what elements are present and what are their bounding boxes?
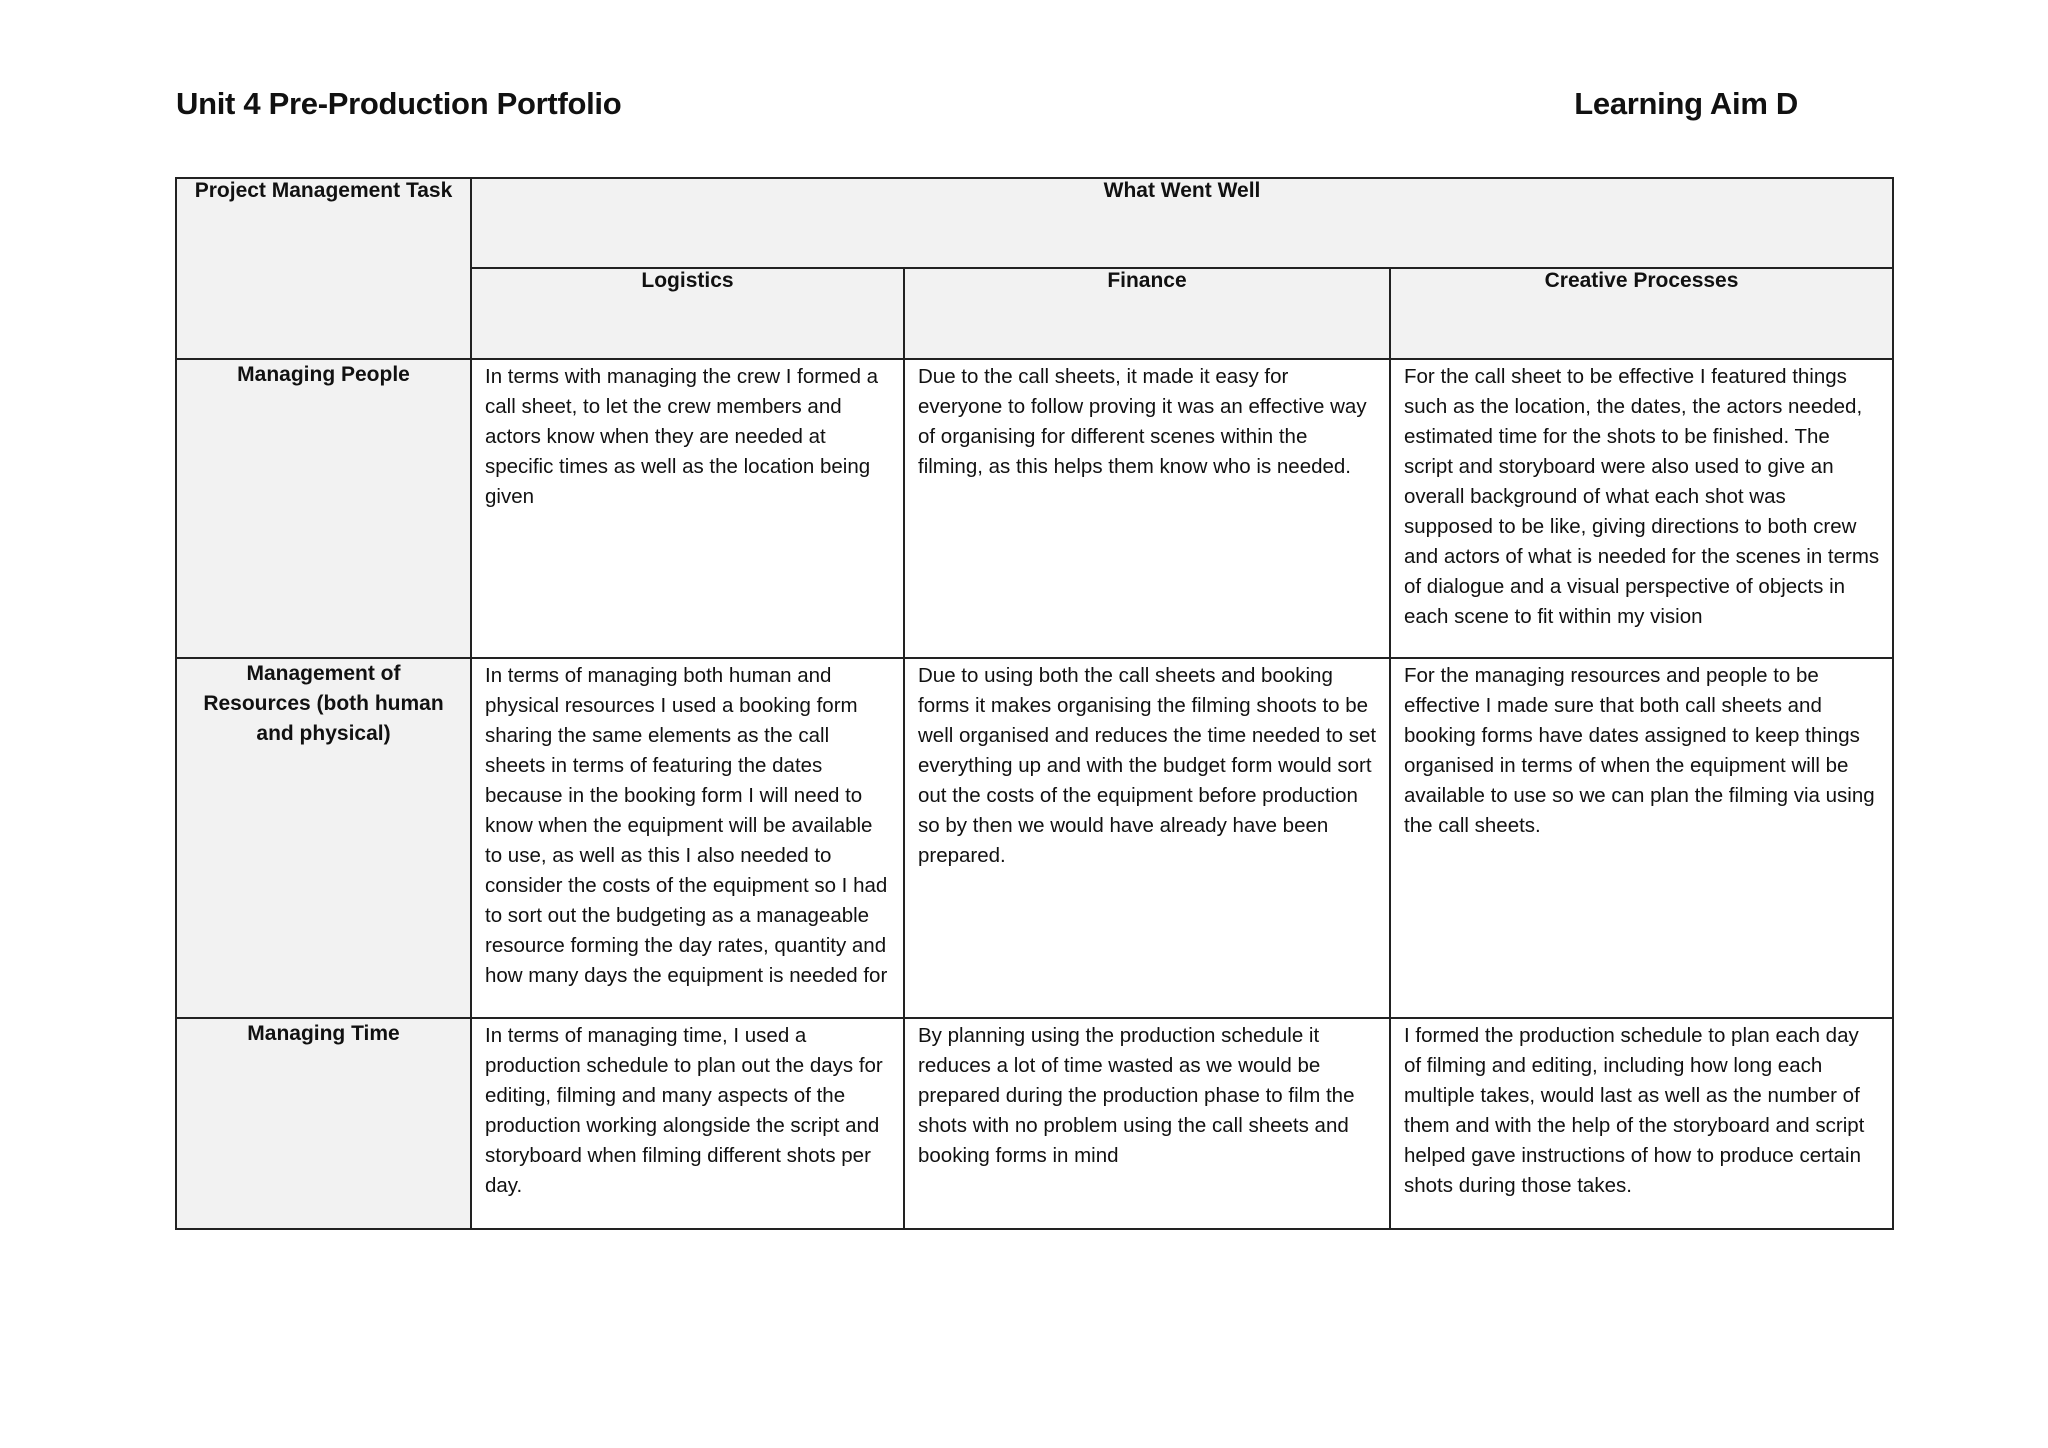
cell-resources-logistics <box>471 658 904 1018</box>
task-column-header: Project Management Task <box>176 178 471 359</box>
cell-text: In terms of managing both human and physical resources I used a booking form sharing the same elements as the call sheets in terms of featuring the dates because in the booking form I will need to know when the equipment will be available to use, as well as this I also needed to consider the costs of the equipment so I had to sort out the budgeting as a manageable resource forming the day rates, quantity and how many days the equipment is needed for <box>485 664 888 987</box>
cell-time-creative <box>1390 1018 1893 1229</box>
what-went-well-header: What Went Well <box>471 178 1893 268</box>
row-label-managing-time: Managing Time <box>176 1018 471 1229</box>
column-header-creative-processes: Creative Processes <box>1390 268 1893 359</box>
cell-text: Due to the call sheets, it made it easy for everyone to follow proving it was an effective way of organising for different scenes within the filming, as this helps them know who is needed. <box>918 365 1367 478</box>
cell-text: In terms of managing time, I used a production schedule to plan out the days for editing, filming and many aspects of the production working alongside the script and storyboard when filming different shots per day. <box>485 1024 883 1197</box>
cell-resources-creative <box>1390 658 1893 1018</box>
learning-aim-label: Learning Aim D <box>1574 86 1798 121</box>
column-header-logistics: Logistics <box>471 268 904 359</box>
cell-text: By planning using the production schedule it reduces a lot of time wasted as we would be prepared during the production phase to film the shots with no problem using the call sheets and booking forms in mind <box>918 1024 1355 1167</box>
cell-managing-people-finance <box>904 359 1390 658</box>
cell-managing-people-logistics <box>471 359 904 658</box>
cell-text: Due to using both the call sheets and booking forms it makes organising the filming shoots to be well organised and reduces the time needed to set everything up and with the budget form would sort out the costs of the equipment before production so by then we would have already have been prepared. <box>918 664 1377 867</box>
project-management-table <box>175 177 1894 1230</box>
row-label-text: Management of Resources (both human and physical) <box>203 662 444 745</box>
table-row <box>176 359 1893 658</box>
cell-managing-people-creative <box>1390 359 1893 658</box>
cell-text: In terms with managing the crew I formed a call sheet, to let the crew members and actors know when they are needed at specific times as well as the location being given <box>485 365 879 508</box>
table-header-row-group <box>176 178 1893 268</box>
document-title: Unit 4 Pre-Production Portfolio <box>176 86 622 121</box>
row-label-management-of-resources <box>176 658 471 1018</box>
cell-text: For the call sheet to be effective I featured things such as the location, the dates, the actors needed, estimated time for the shots to be finished. The script and storyboard were also used to give an overall background of what each shot was supposed to be like, giving directions to both crew and actors of what is needed for the scenes in terms of dialogue and a visual perspective of objects in each scene to fit within my vision <box>1404 365 1880 628</box>
table-row <box>176 658 1893 1018</box>
page-header <box>176 86 1804 122</box>
cell-text: I formed the production schedule to plan each day of filming and editing, including how long each multiple takes, would last as well as the number of them and with the help of the storyboard and script helped gave instructions of how to produce certain shots during those takes. <box>1404 1024 1865 1197</box>
cell-resources-finance <box>904 658 1390 1018</box>
cell-text: For the managing resources and people to be effective I made sure that both call sheets and booking forms have dates assigned to keep things organised in terms of when the equipment will be available to use so we can plan the filming via using the call sheets. <box>1404 664 1875 837</box>
column-header-finance: Finance <box>904 268 1390 359</box>
cell-time-finance <box>904 1018 1390 1229</box>
row-label-managing-people: Managing People <box>176 359 471 658</box>
cell-time-logistics <box>471 1018 904 1229</box>
table-row <box>176 1018 1893 1229</box>
